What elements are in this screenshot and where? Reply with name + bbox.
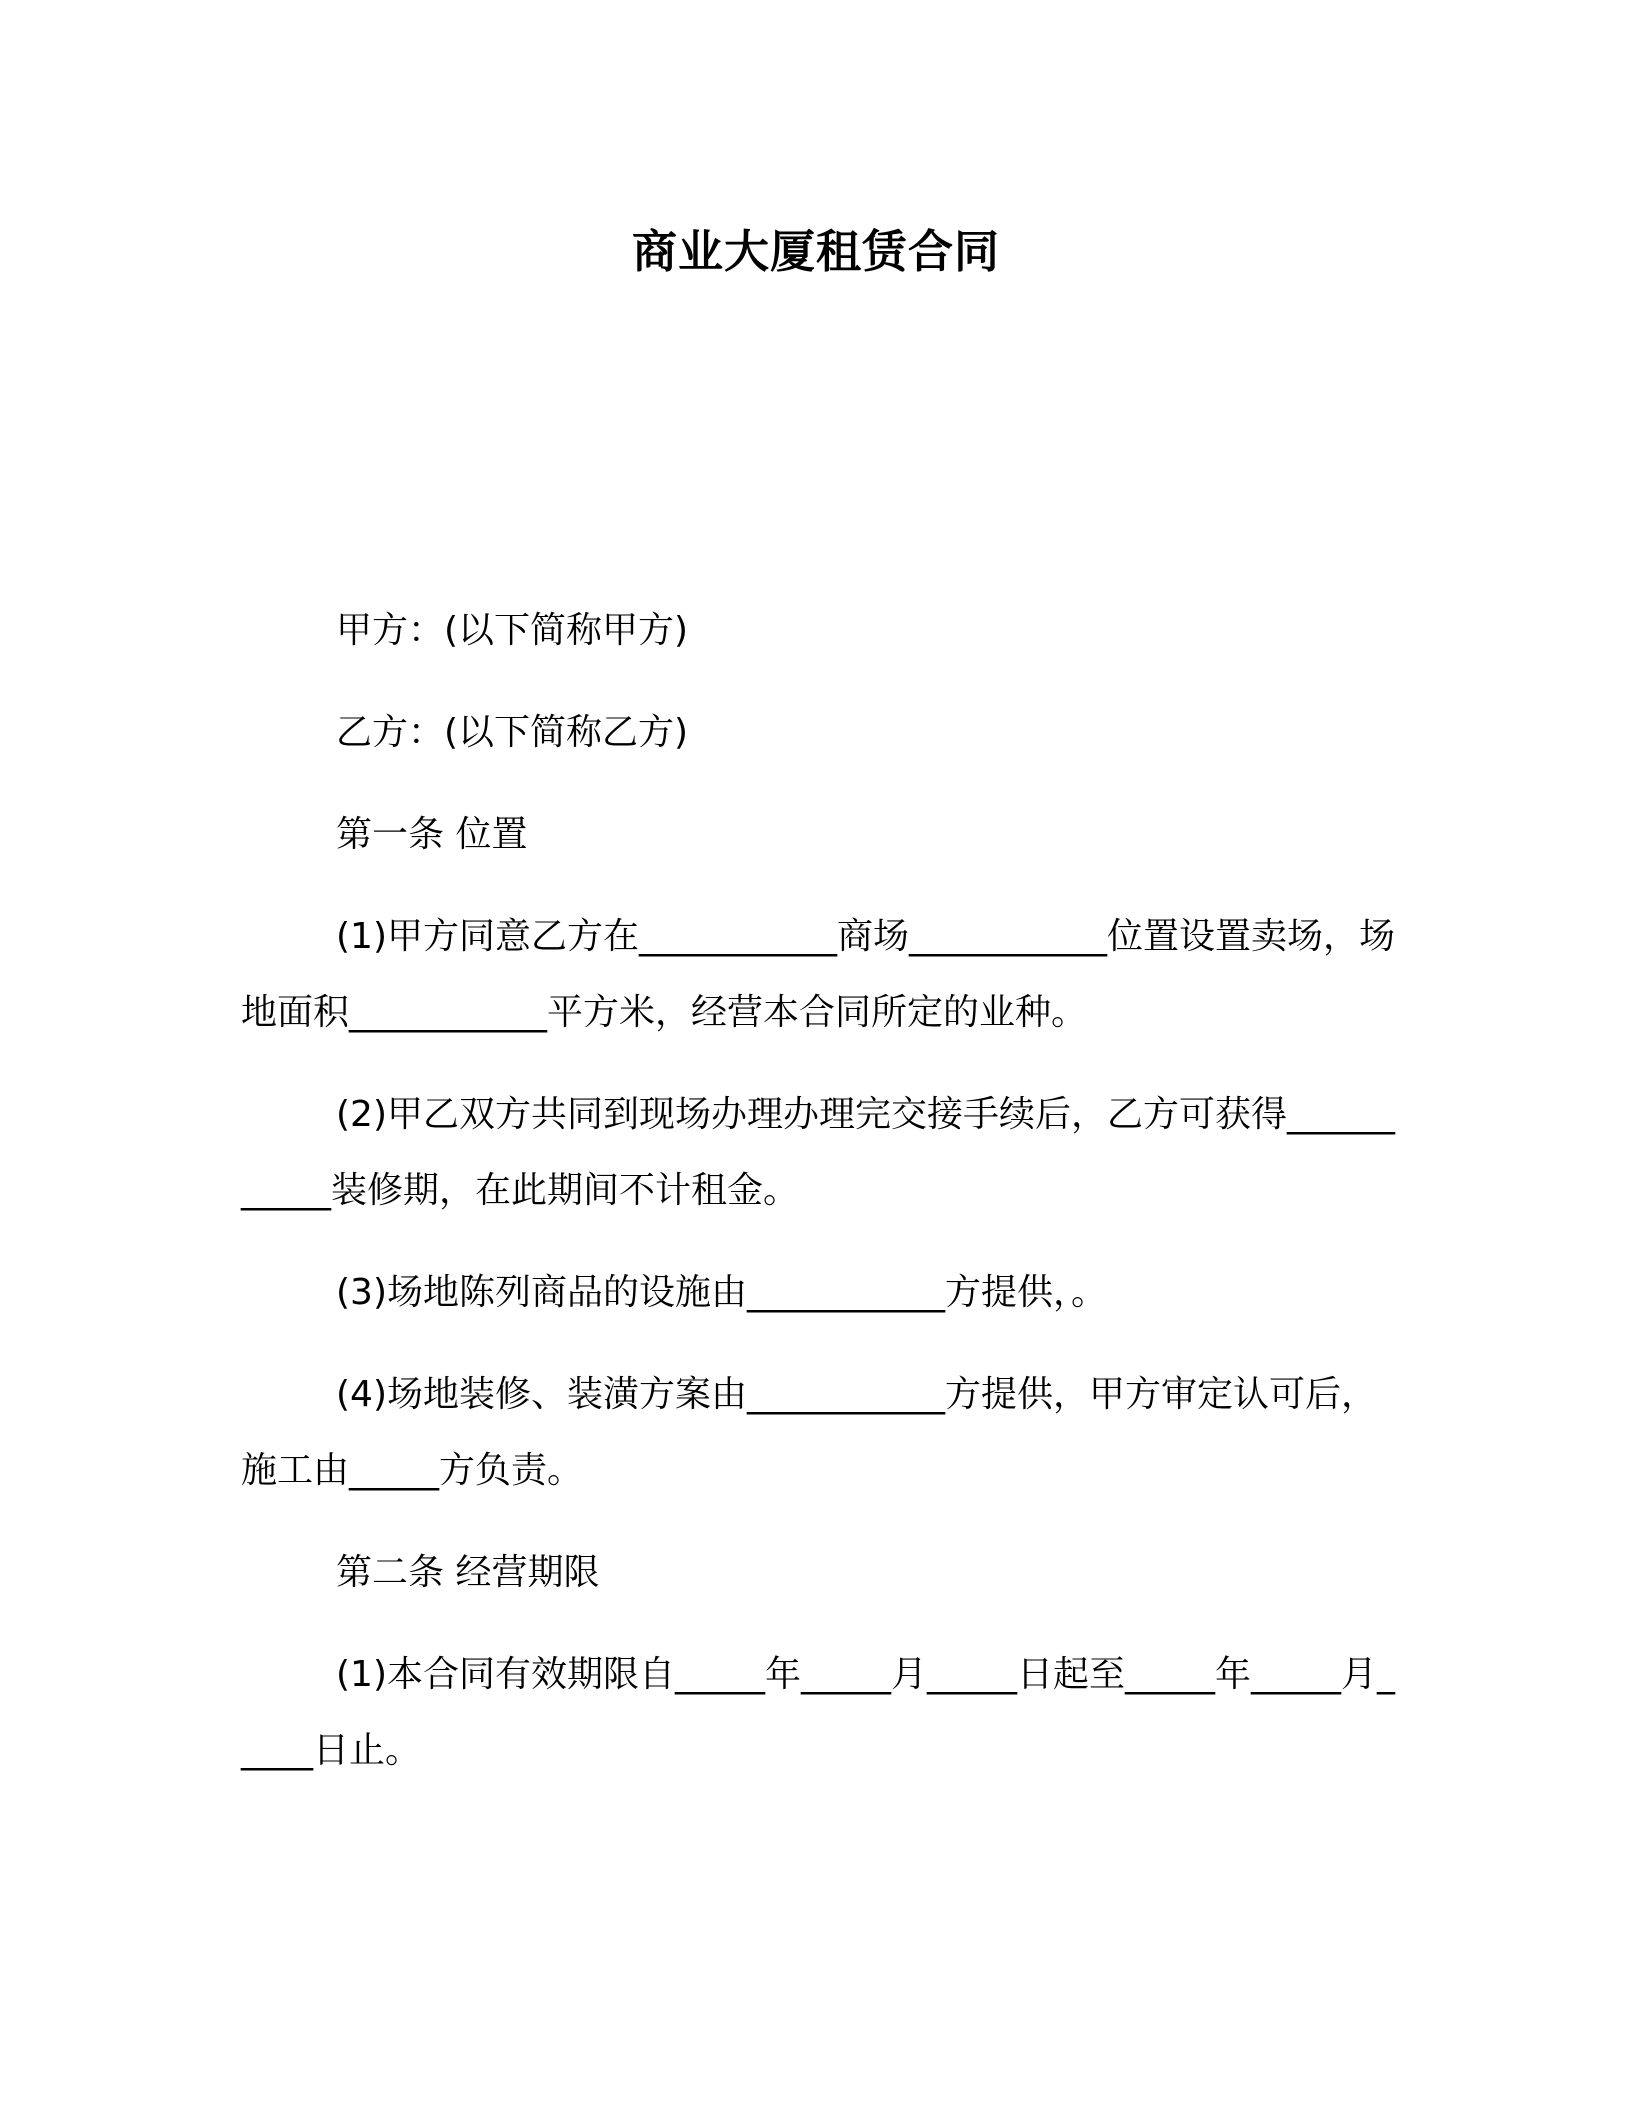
article-1-clause-4: (4)场地装修、装潢方案由___________方提供，甲方审定认可后，施工由_____方负责。 xyxy=(241,1374,1377,1491)
article-1-clause-3: (3)场地陈列商品的设施由___________方提供，。 xyxy=(336,1272,1107,1313)
article-1-clause-1: (1)甲方同意乙方在___________商场___________位置设置卖场，场地面积___________平方米，经营本合同所定的业种。 xyxy=(241,916,1395,1033)
article-2-heading: 第二条 经营期限 xyxy=(336,1552,600,1593)
document-body xyxy=(241,593,1401,1815)
party-a-line: 甲方：(以下简称甲方) xyxy=(336,610,689,651)
article-1-clause-2: (2)甲乙双方共同到现场办理办理完交接手续后，乙方可获得___________装修期，在此期间不计租金。 xyxy=(241,1094,1395,1211)
article-1-heading: 第一条 位置 xyxy=(336,814,528,855)
article-2-clause-1: (1)本合同有效期限自_____年_____月_____日起至_____年_____月_____日止。 xyxy=(241,1654,1395,1771)
document-title: 商业大厦租赁合同 xyxy=(631,225,1000,278)
party-b-line: 乙方：(以下简称乙方) xyxy=(336,712,689,753)
